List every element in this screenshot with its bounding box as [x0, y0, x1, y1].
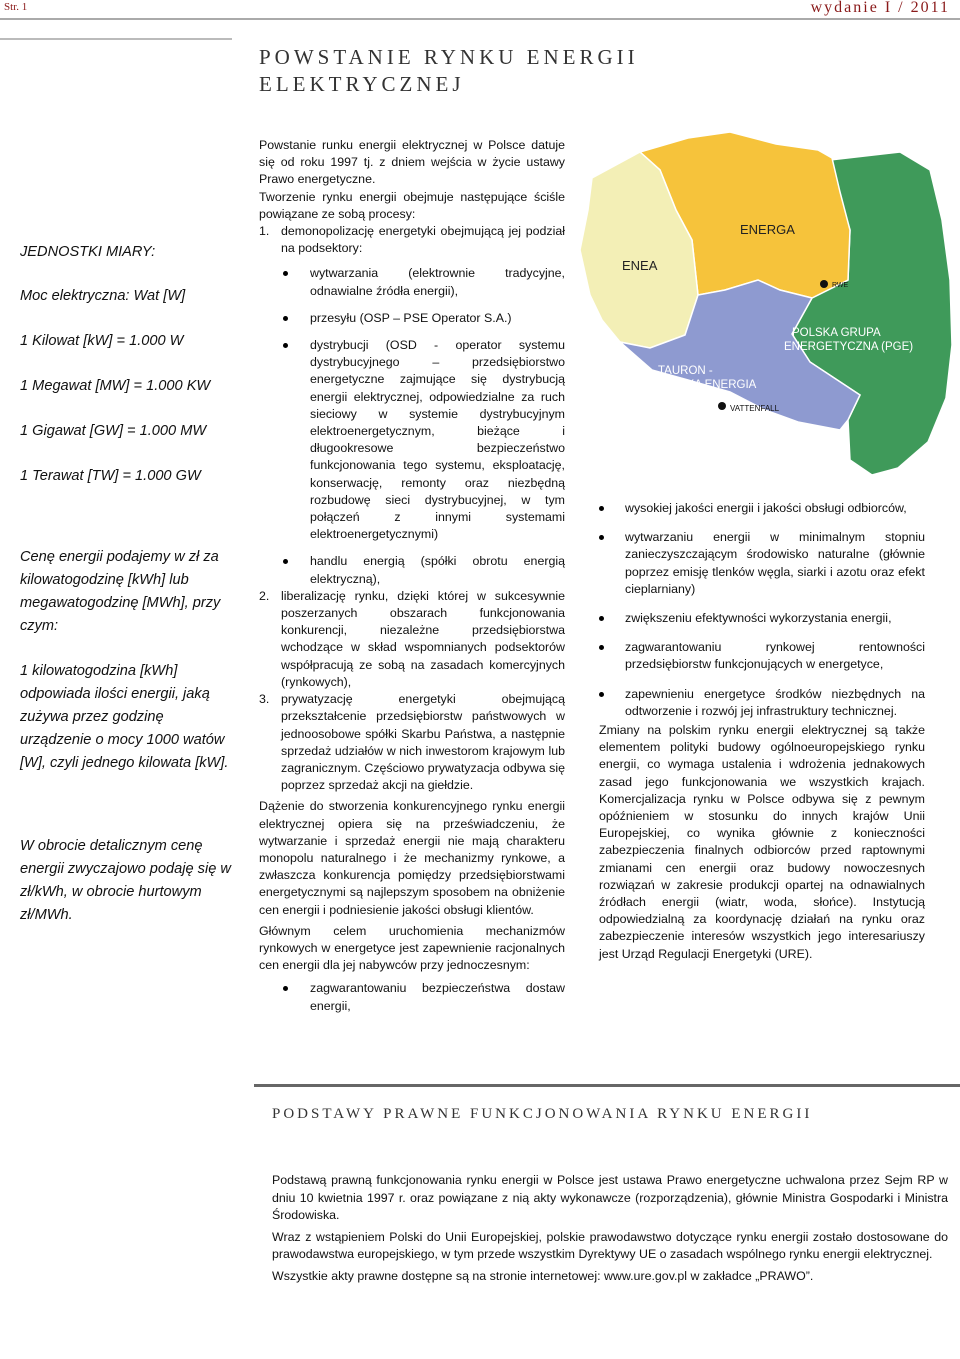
page-number: Str. 1: [4, 1, 28, 13]
privatization-text: prywatyzację energetyki obejmującą przekształcenie przedsiębiorstw państwowych w jednoosobowe spółki Skarbu Państwa, a następnie sprzedaż udziałów w nich inwestorom krajowym lub zagranicznym. Częściowo prywatyzacja odbywa się poprzez sprzedaż akcji na giełdzie.: [281, 692, 565, 793]
label-vattenfall: VATTENFALL: [730, 404, 780, 413]
header-divider: [0, 18, 960, 20]
label-pge: POLSKA GRUPA ENERGETYCZNA (PGE): [784, 327, 914, 353]
edition-label: wydanie I / 2011: [810, 0, 950, 16]
goal-paragraph: Głównym celem uruchomienia mechanizmów rynkowych w energetyce jest zapewnienie racjonalnych cen energii dla jej nabywców przy jednoczesnym:: [259, 923, 565, 973]
list-item: handlu energią (spółki obrotu energią elektryczną),: [283, 553, 565, 587]
retail-note: W obrocie detalicznym cenę energii zwyczajowo podaję się w zł/kWh, w obrocie hurtowym zł/MWh.: [20, 838, 231, 923]
units-heading: JEDNOSTKI MIARY:: [20, 244, 156, 260]
section-divider: [254, 1084, 960, 1087]
conversion-kw: 1 Kilowat [kW] = 1.000 W: [20, 333, 184, 349]
power-unit-label: Moc elektryczna: Wat [W]: [20, 288, 186, 304]
eu-market-paragraph: Zmiany na polskim rynku energii elektrycznej są także elementem polityki budowy ogólnoeuropejskiego rynku energii, co wymaga ustalenia i wdrożenia jednakowych zasad jego funkcjonowania we wszystkich krajach. Komercjalizacja rynku w Polsce odbywa się z pewnym opóźnieniem w stosunku do innych krajów Unii Europejskiej, co wynika głównie z konieczności zabezpieczenia finalnych odbiorców przed raptownymi zmianami cen energii oraz budowy nowoczesnych rozwiązań w zakresie produkcji opartej na odnawialnych źródłach energii (wiatr, woda, słońce). Instytucją odpowiedzialną za koordynację działań na rynku oraz zabezpieczenie interesów wszystkich jego interesariuszy jest Urząd Regulacji Energetyki (URE).: [599, 723, 925, 961]
competition-paragraph: Dążenie do stworzenia konkurencyjnego rynku energii elektrycznej opiera się na przeświadczeniu, że wytwarzanie i sprzedaż energii nie mają charakteru monopolu naturalnego i że mechanizmy rynkowe, a zwłaszcza konkurencja pomiędzy przedsiębiorstwami energetycznymi są najlepszym sposobem na obniżenie cen energii i podniesienie jakości obsługi klientów.: [259, 799, 565, 917]
list-item: zapewnieniu energetyce środków niezbędnych na odtworzenie i rozwój jej infrastruktury technicznej.: [599, 686, 925, 720]
page-title: POWSTANIE RYNKU ENERGII ELEKTRYCZNEJ: [259, 45, 639, 96]
legal-basis-section: [272, 1172, 948, 1290]
poland-energy-map: [580, 130, 954, 475]
intro-paragraph: Powstanie runku energii elektrycznej w Polsce datuje się od roku 1997 tj. z dniem wejścia w życie ustawy Prawo energetyczne.: [259, 138, 565, 187]
label-energa: ENERGA: [740, 222, 795, 237]
list-item: przesyłu (OSP – PSE Operator S.A.): [283, 310, 565, 327]
main-column-2: [599, 500, 925, 963]
legal-paragraph-1: Podstawą prawną funkcjonowania rynku energii w Polsce jest ustawa Prawo energetyczne uchwalona przez Sejm RP w dniu 10 kwietnia 1997 r. oraz powiązane z nią akty wykonawcze (rozporządzenia), głównie Ministra Gospodarki i Ministra Środowiska.: [272, 1173, 948, 1223]
conversion-gw: 1 Gigawat [GW] = 1.000 MW: [20, 423, 207, 439]
list-item: wytwarzaniu energii w minimalnym stopniu zanieczyszczającym środowisko naturalne (głównie poprzez emisję tlenków węgla, siarki i azotu oraz efekt cieplarniany): [599, 529, 925, 598]
rwe-marker: [820, 280, 828, 288]
list-item: zwiększeniu efektywności wykorzystania energii,: [599, 610, 925, 627]
label-rwe: RWE: [832, 282, 849, 289]
list-item: dystrybucji (OSD - operator systemu dystrybucyjnego – przedsiębiorstwo energetyczne zajmujące się dystrybucją energii elektrycznej, odpowiedzialne za ruch sieciowy w systemie dystrybucyjnym elektroenergetycznym, bieżące i długookresowe bezpieczeństwo funkcjonowania tego systemu, eksploatację, konserwację, remonty oraz niezbędną rozbudowę sieci dystrybucyjnej, w tym połączeń z innymi systemami elektroenergetycznymi): [283, 337, 565, 543]
processes-paragraph: Tworzenie rynku energii obejmuje następujące ściśle powiązane ze sobą procesy:: [259, 189, 565, 221]
legal-paragraph-2: Wraz z wstąpieniem Polski do Unii Europejskiej, polskie prawodawstwo dotyczące rynku energii zostało dostosowane do prawodawstwa europejskiego, w tym przede wszystkim Dyrektywy UE o zasadach wspólnego rynku energii elektrycznej.: [272, 1229, 948, 1262]
kwh-definition: 1 kilowatogodzina [kWh] odpowiada ilości energii, jaką zużywa przez godzinę urządzenie o mocy 1000 watów [W], czyli jednego kilowata [kW].: [20, 663, 229, 771]
vattenfall-marker: [718, 402, 726, 410]
legal-paragraph-3: Wszystkie akty prawne dostępne są na stronie internetowej: www.ure.gov.pl w zakładce „PRAWO”.: [272, 1268, 814, 1283]
page-header: [0, 0, 960, 17]
conversion-tw: 1 Terawat [TW] = 1.000 GW: [20, 468, 201, 484]
units-sidebar: [20, 240, 232, 927]
label-tauron: TAURON -POLSKA ENERGIA: [656, 365, 757, 391]
conversion-mw: 1 Megawat [MW] = 1.000 KW: [20, 378, 211, 394]
list-item-2: 2. liberalizację rynku, dzięki której w sukcesywnie poszerzanych obszarach funkcjonowania konkurencji, niezależne przedsiębiorstwa wchodzące w skład wspomnianych podsektorów współpracują ze sobą na zasadach komercyjnych (rynkowych),: [259, 588, 565, 691]
demonopolization-text: demonopolizację energetyki obejmującą jej podział na podsektory:: [281, 224, 565, 256]
list-item-3: 3. prywatyzację energetyki obejmującą przekształcenie przedsiębiorstw państwowych w jednoosobowe spółki Skarbu Państwa, a następnie sprzedaż udziałów w nich inwestorom krajowym lub zagranicznym. Częściowo prywatyzacja odbywa się poprzez sprzedaż akcji na giełdzie.: [259, 691, 565, 794]
label-enea: ENEA: [622, 258, 658, 273]
list-item: wytwarzania (elektrownie tradycyjne, odnawialne źródła energii),: [283, 265, 565, 299]
section-title: PODSTAWY PRAWNE FUNKCJONOWANIA RYNKU ENERGII: [272, 1106, 813, 1122]
liberalization-text: liberalizację rynku, dzięki której w sukcesywnie poszerzanych obszarach funkcjonowania konkurencji, niezależne przedsiębiorstwa wchodzące w skład wspomnianych podsektorów współpracują ze sobą na zasadach komercyjnych (rynkowych),: [281, 588, 565, 689]
price-note: Cenę energii podajemy w zł za kilowatogodzinę [kWh] lub megawatogodzinę [MWh], przy czym:: [20, 549, 221, 634]
main-column-1: [259, 137, 565, 1015]
sidebar-divider: [0, 38, 232, 40]
list-item: zagwarantowaniu rynkowej rentowności przedsiębiorstw funkcjonujących w energetyce,: [599, 639, 925, 673]
list-item: zagwarantowaniu bezpieczeństwa dostaw energii,: [283, 980, 565, 1014]
subsector-list: [283, 265, 565, 587]
list-item: wysokiej jakości energii i jakości obsługi odbiorców,: [599, 500, 925, 517]
list-item-1: 1. demonopolizację energetyki obejmującą jej podział na podsektory:: [259, 223, 565, 257]
